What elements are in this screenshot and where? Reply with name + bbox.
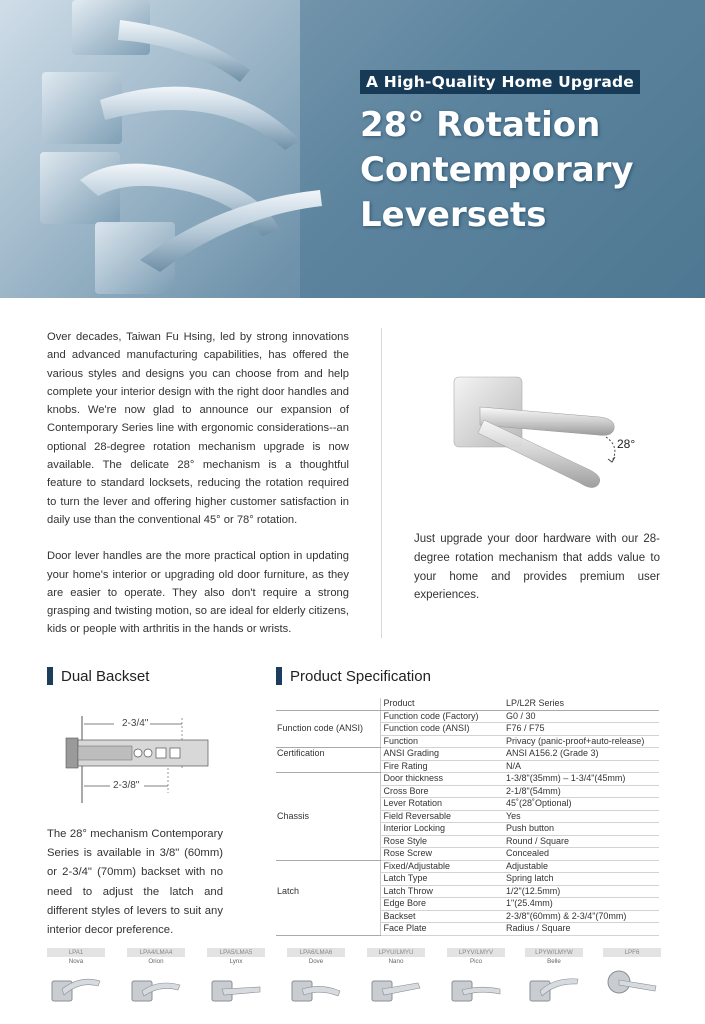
spec-item: Edge Bore bbox=[380, 898, 504, 911]
spec-item: Product bbox=[380, 698, 504, 710]
spec-item: Face Plate bbox=[380, 923, 504, 936]
spec-group: Certification bbox=[277, 748, 325, 759]
spec-group bbox=[276, 898, 380, 911]
backset-dim-top: 2-3/4" bbox=[122, 718, 149, 729]
spec-item: Backset bbox=[380, 910, 504, 923]
title-line-2: Contemporary bbox=[360, 150, 634, 190]
page-title bbox=[360, 103, 700, 238]
spec-item: Lever Rotation bbox=[380, 798, 504, 811]
spec-group bbox=[276, 860, 380, 873]
spec-heading-text: Product Specification bbox=[290, 667, 431, 685]
model-card bbox=[447, 948, 505, 1014]
model-card bbox=[287, 948, 345, 1014]
spec-value: ANSI A156.2 (Grade 3) bbox=[504, 748, 659, 761]
spec-item: ANSI Grading bbox=[380, 748, 504, 761]
spec-group: Latch bbox=[277, 885, 300, 896]
spec-group bbox=[276, 835, 380, 848]
backset-heading-text: Dual Backset bbox=[61, 667, 150, 685]
spec-group bbox=[276, 873, 380, 886]
model-card bbox=[207, 948, 265, 1014]
table-row bbox=[276, 798, 659, 811]
spec-value: Radius / Square bbox=[504, 923, 659, 936]
model-name: Orion bbox=[148, 958, 164, 965]
table-row bbox=[276, 773, 659, 786]
spec-item: Field Reversable bbox=[380, 810, 504, 823]
spec-heading bbox=[276, 667, 431, 685]
model-name: Lynx bbox=[229, 958, 243, 965]
table-row bbox=[276, 698, 659, 710]
table-row bbox=[276, 710, 659, 723]
spec-value: F76 / F75 bbox=[504, 723, 659, 736]
spec-group bbox=[276, 910, 380, 923]
lever-thumbnail-icon bbox=[210, 969, 262, 1009]
table-row bbox=[276, 848, 659, 861]
heading-bar-icon bbox=[47, 667, 53, 685]
hero-banner bbox=[0, 0, 705, 298]
spec-item: Interior Locking bbox=[380, 823, 504, 836]
spec-group bbox=[276, 760, 380, 773]
lever-thumbnail-icon bbox=[528, 969, 580, 1009]
spec-value: Spring latch bbox=[504, 873, 659, 886]
spec-item: Fixed/Adjustable bbox=[380, 860, 504, 873]
spec-group bbox=[276, 785, 380, 798]
spec-group bbox=[276, 735, 380, 748]
spec-value: 1-3/8"(35mm) – 1-3/4"(45mm) bbox=[504, 773, 659, 786]
model-name: Nano bbox=[388, 958, 404, 965]
spec-group bbox=[276, 823, 380, 836]
table-row bbox=[276, 835, 659, 848]
model-name: Belle bbox=[547, 958, 561, 965]
lever-thumbnail-icon bbox=[606, 960, 658, 1000]
lever-thumbnail-icon bbox=[130, 969, 182, 1009]
rotation-angle-label: 28° bbox=[617, 437, 636, 451]
lever-thumbnail-icon bbox=[370, 969, 422, 1009]
lever-thumbnail-icon bbox=[50, 969, 102, 1009]
spec-value: 1/2"(12.5mm) bbox=[504, 885, 659, 898]
backset-dim-bottom: 2-3/8" bbox=[113, 780, 140, 791]
spec-item: Function bbox=[380, 735, 504, 748]
spec-value: Push button bbox=[504, 823, 659, 836]
model-code: LPYU/LMYU bbox=[367, 948, 425, 957]
spec-value: Round / Square bbox=[504, 835, 659, 848]
spec-item: Latch Throw bbox=[380, 885, 504, 898]
intro-paragraph-2: Door lever handles are the more practical option in updating your home's interior or upgrading old door furniture, as they are easier to operate. They also don't require a strong grasping and twisting motion, so are ideal for elderly citizens, kids or people with arthritis in the hands or wrists. bbox=[47, 550, 349, 636]
spec-group bbox=[276, 773, 380, 786]
spec-item: Rose Style bbox=[380, 835, 504, 848]
table-row bbox=[276, 760, 659, 773]
column-divider bbox=[381, 328, 382, 638]
model-code: LPYV/LMYV bbox=[447, 948, 505, 957]
table-row bbox=[276, 748, 659, 761]
table-row bbox=[276, 860, 659, 873]
model-code: LPA6/LMA6 bbox=[287, 948, 345, 957]
lever-thumbnail-icon bbox=[290, 969, 342, 1009]
spec-group: Function code (ANSI) bbox=[277, 723, 364, 734]
table-row bbox=[276, 785, 659, 798]
table-row bbox=[276, 873, 659, 886]
table-row bbox=[276, 898, 659, 911]
spec-value: Adjustable bbox=[504, 860, 659, 873]
hero-tagline: A High-Quality Home Upgrade bbox=[360, 70, 640, 94]
spec-value: 1"(25.4mm) bbox=[504, 898, 659, 911]
spec-item: Cross Bore bbox=[380, 785, 504, 798]
spec-item: Door thickness bbox=[380, 773, 504, 786]
model-name: Nova bbox=[68, 958, 84, 965]
model-card bbox=[367, 948, 425, 1014]
model-code: LPA1 bbox=[47, 948, 105, 957]
spec-value: 2-1/8"(54mm) bbox=[504, 785, 659, 798]
lever-rotation-image bbox=[440, 365, 650, 500]
model-code: LPF6 bbox=[603, 948, 661, 957]
title-line-1: 28° Rotation bbox=[360, 105, 601, 145]
table-row bbox=[276, 885, 659, 898]
table-row bbox=[276, 923, 659, 936]
spec-value: LP/L2R Series bbox=[504, 698, 659, 710]
table-row bbox=[276, 810, 659, 823]
model-code: LPYW/LMYW bbox=[525, 948, 583, 957]
intro-paragraph-1: Over decades, Taiwan Fu Hsing, led by strong innovations and advanced manufacturing capabilities, has offered the various styles and designs you can choose from and help complete your interior design with the right door handles and knobs. We're now glad to announce our expansion of Contemporary Series line with ergonomic considerations--an optional 28-degree rotation mechanism upgrade is now available. The delicate 28° mechanism is a thoughtful feature to standard locksets, reducing the rotation required to turn the lever and offering higher customer satisfaction in daily use than the conventional 45° or 78° rotation. bbox=[47, 331, 349, 526]
backset-heading bbox=[47, 667, 149, 685]
model-card bbox=[525, 948, 583, 1014]
spec-value: Concealed bbox=[504, 848, 659, 861]
table-row bbox=[276, 735, 659, 748]
model-card bbox=[127, 948, 185, 1014]
spec-value: N/A bbox=[504, 760, 659, 773]
spec-item: Rose Screw bbox=[380, 848, 504, 861]
heading-bar-icon bbox=[276, 667, 282, 685]
intro-right-text: Just upgrade your door hardware with our 28-degree rotation mechanism that adds value to your home and provides premium user experiences. bbox=[414, 533, 660, 602]
spec-table bbox=[276, 698, 659, 936]
model-code: LPA5/LMA5 bbox=[207, 948, 265, 957]
spec-value: Privacy (panic-proof+auto-release) bbox=[504, 735, 659, 748]
spec-group bbox=[276, 798, 380, 811]
model-code: LPA4/LMA4 bbox=[127, 948, 185, 957]
title-line-3: Leversets bbox=[360, 195, 547, 235]
spec-value: 2-3/8"(60mm) & 2-3/4"(70mm) bbox=[504, 910, 659, 923]
spec-value: Yes bbox=[504, 810, 659, 823]
intro-text bbox=[47, 328, 349, 657]
spec-group bbox=[276, 923, 380, 936]
spec-group bbox=[276, 710, 380, 723]
spec-group: Chassis bbox=[277, 810, 310, 821]
backset-text: The 28° mechanism Contemporary Series is available in 3/8" (60mm) or 2-3/4" (70mm) backset with no need to adjust the latch and different styles of levers to suit any interior decor preference. bbox=[47, 828, 223, 937]
model-name: Dove bbox=[308, 958, 324, 965]
model-card bbox=[603, 948, 661, 1014]
table-row bbox=[276, 823, 659, 836]
spec-value: 45˚(28˚Optional) bbox=[504, 798, 659, 811]
spec-item: Fire Rating bbox=[380, 760, 504, 773]
table-row bbox=[276, 910, 659, 923]
spec-item: Function code (ANSI) bbox=[380, 723, 504, 736]
model-card bbox=[47, 948, 105, 1014]
model-name: Pico bbox=[469, 958, 483, 965]
model-strip bbox=[47, 948, 662, 1014]
spec-value: G0 / 30 bbox=[504, 710, 659, 723]
table-row bbox=[276, 723, 659, 736]
lever-thumbnail-icon bbox=[450, 969, 502, 1009]
spec-item: Function code (Factory) bbox=[380, 710, 504, 723]
spec-group bbox=[276, 848, 380, 861]
spec-item: Latch Type bbox=[380, 873, 504, 886]
